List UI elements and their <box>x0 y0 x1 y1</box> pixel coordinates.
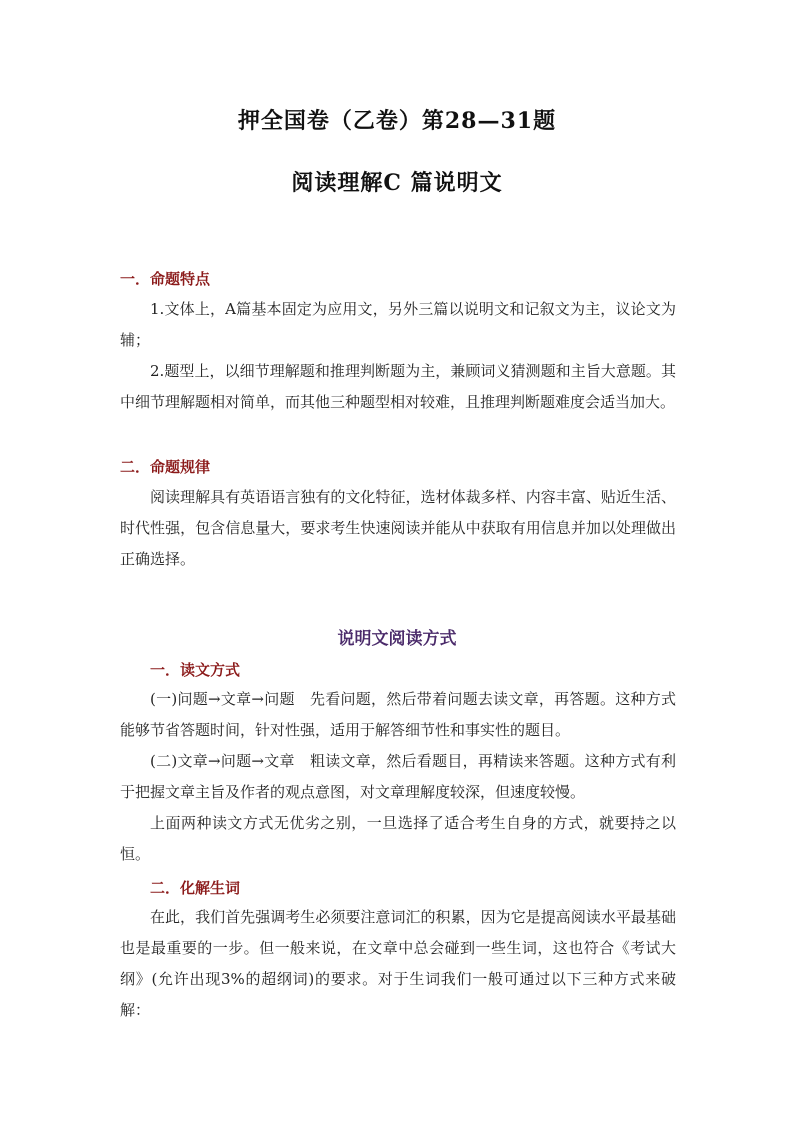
section-heading-vocab: 二．化解生词 <box>150 879 241 897</box>
paragraph-reading-1: (一)问题→文章→问题 先看问题，然后带着问题去读文章，再答题。这种方式能够节省答题时间，针对性强，适用于解答细节性和事实性的题目。 <box>120 690 676 739</box>
paragraph-features-1: 1.文体上，A篇基本固定为应用文，另外三篇以说明文和记叙文为主，议论文为辅； <box>120 300 676 349</box>
paragraph-vocab: 在此，我们首先强调考生必须要注意词汇的积累，因为它是提高阅读水平最基础也是最重要的一步。但一般来说，在文章中总会碰到一些生词，这也符合《考试大纲》(允许出现3%的超纲词)的要求。对于生词我们一般可通过以下三种方式来破解： <box>120 908 676 1019</box>
method-heading: 说明文阅读方式 <box>337 629 457 649</box>
paragraph-rules: 阅读理解具有英语语言独有的文化特征，选材体裁多样、内容丰富、贴近生活、时代性强，包含信息量大，要求考生快速阅读并能从中获取有用信息并加以处理做出正确选择。 <box>120 488 676 568</box>
document-subtitle: 阅读理解C 篇说明文 <box>291 170 503 196</box>
paragraph-features-2: 2.题型上，以细节理解题和推理判断题为主，兼顾词义猜测题和主旨大意题。其中细节理解题相对简单，而其他三种题型相对较难，且推理判断题难度会适当加大。 <box>120 362 676 411</box>
paragraph-reading-2: (二)文章→问题→文章 粗读文章，然后看题目，再精读来答题。这种方式有利于把握文章主旨及作者的观点意图，对文章理解度较深，但速度较慢。 <box>120 752 676 801</box>
section-heading-rules: 二．命题规律 <box>120 458 211 476</box>
paragraph-reading-3: 上面两种读文方式无优劣之别，一旦选择了适合考生自身的方式，就要持之以恒。 <box>120 814 676 863</box>
section-heading-reading: 一．读文方式 <box>150 661 241 679</box>
section-heading-features: 一．命题特点 <box>120 270 211 288</box>
document-title: 押全国卷（乙卷）第28—31题 <box>237 108 557 134</box>
